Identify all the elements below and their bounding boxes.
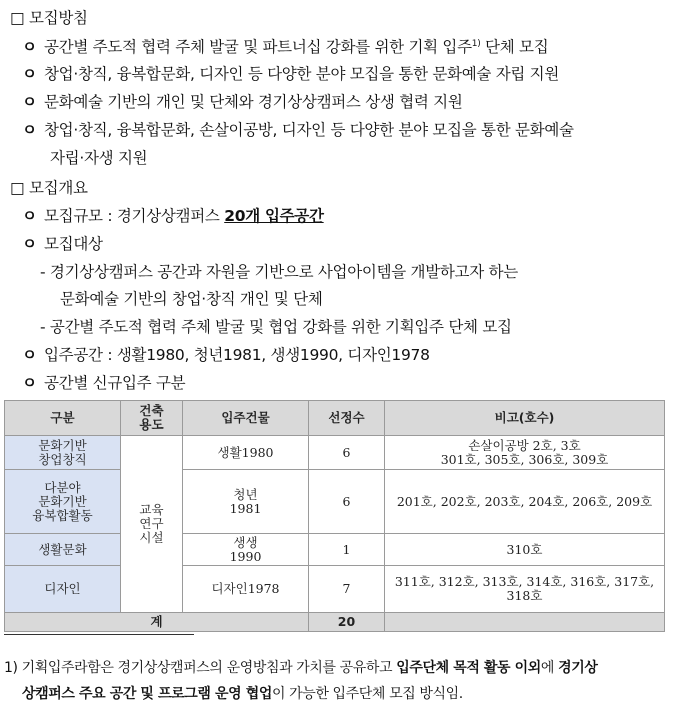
heading-recruit-policy: □ 모집방침 — [10, 9, 88, 27]
cell-note: 201호, 202호, 203호, 204호, 206호, 209호 — [385, 470, 665, 534]
policy-item-4: ㅇ 창업·창직, 융복합문화, 손살이공방, 디자인 등 다양한 분야 모집을 통한 문화예술 — [22, 121, 574, 139]
bullet-icon: ㅇ — [22, 235, 37, 253]
cell-count: 6 — [309, 436, 385, 470]
cell-building: 청년 1981 — [183, 470, 309, 534]
scale-value: 20개 입주공간 — [224, 207, 324, 225]
cell-category: 문화기반 창업창직 — [5, 436, 121, 470]
bullet-icon: ㅇ — [22, 65, 37, 83]
header-count: 선정수 — [309, 401, 385, 436]
tenant-table — [4, 400, 665, 632]
policy-item-2: ㅇ 창업·창직, 융복합문화, 디자인 등 다양한 분야 모집을 통한 문화예술 자립 지원 — [22, 65, 560, 83]
cell-note: 311호, 312호, 313호, 314호, 316호, 317호, 318호 — [385, 566, 665, 613]
cell-category: 생활문화 — [5, 534, 121, 566]
table-row — [5, 566, 665, 613]
header-building: 입주건물 — [183, 401, 309, 436]
cell-use: 교육 연구 시설 — [121, 436, 183, 613]
policy-item-3: ㅇ 문화예술 기반의 개인 및 단체와 경기상상캠퍼스 상생 협력 지원 — [22, 93, 463, 111]
footnote-line-2: 상캠퍼스 주요 공간 및 프로그램 운영 협업이 가능한 입주단체 모집 방식임. — [22, 686, 463, 702]
cell-building: 생생 1990 — [183, 534, 309, 566]
bullet-icon: ㅇ — [22, 121, 37, 139]
target-dash-2: - 공간별 주도적 협력 주체 발굴 및 협업 강화를 위한 기획입주 단체 모집 — [40, 318, 512, 336]
header-use: 건축 용도 — [121, 401, 183, 436]
cell-category: 디자인 — [5, 566, 121, 613]
overview-space: ㅇ 입주공간 : 생활1980, 청년1981, 생생1990, 디자인1978 — [22, 346, 430, 364]
cell-total-value: 20 — [309, 613, 385, 632]
cell-total-empty — [385, 613, 665, 632]
bullet-icon: ㅇ — [22, 346, 37, 364]
heading-recruit-overview: □ 모집개요 — [10, 179, 88, 197]
bullet-icon: ㅇ — [22, 38, 37, 56]
cell-note: 손살이공방 2호, 3호 301호, 305호, 306호, 309호 — [385, 436, 665, 470]
header-note: 비고(호수) — [385, 401, 665, 436]
target-dash-1: - 경기상상캠퍼스 공간과 자원을 기반으로 사업아이템을 개발하고자 하는 — [40, 263, 518, 281]
overview-target: ㅇ 모집대상 — [22, 235, 103, 253]
cell-count: 1 — [309, 534, 385, 566]
cell-building: 디자인1978 — [183, 566, 309, 613]
cell-count: 6 — [309, 470, 385, 534]
bullet-icon: ㅇ — [22, 374, 37, 392]
overview-scale: ㅇ 모집규모 : 경기상상캠퍼스 20개 입주공간 — [22, 207, 324, 225]
policy-item-4-cont: 자립·자생 지원 — [50, 149, 148, 167]
table-row — [5, 436, 665, 470]
overview-new-tenant: ㅇ 공간별 신규입주 구분 — [22, 374, 186, 392]
table-total-row — [5, 613, 665, 632]
bullet-icon: ㅇ — [22, 93, 37, 111]
footnote-line-1: 1) 기획입주라함은 경기상상캠퍼스의 운영방침과 가치를 공유하고 입주단체 목적 활동 이외에 경기상 — [4, 660, 598, 676]
policy-item-1: ㅇ 공간별 주도적 협력 주체 발굴 및 파트너십 강화를 위한 기획 입주$^{1)}$ 단체 모집 — [22, 38, 549, 56]
footnote-divider — [4, 634, 194, 635]
table-row — [5, 534, 665, 566]
table-header-row — [5, 401, 665, 436]
cell-building: 생활1980 — [183, 436, 309, 470]
footnote-ref: 1) — [471, 38, 481, 49]
cell-note: 310호 — [385, 534, 665, 566]
cell-category: 다분야 문화기반 융복합활동 — [5, 470, 121, 534]
cell-total-label: 계 — [5, 613, 309, 632]
cell-count: 7 — [309, 566, 385, 613]
target-dash-1-cont: 문화예술 기반의 창업·창직 개인 및 단체 — [60, 290, 323, 308]
table-row — [5, 470, 665, 534]
bullet-icon: ㅇ — [22, 207, 37, 225]
header-category: 구분 — [5, 401, 121, 436]
